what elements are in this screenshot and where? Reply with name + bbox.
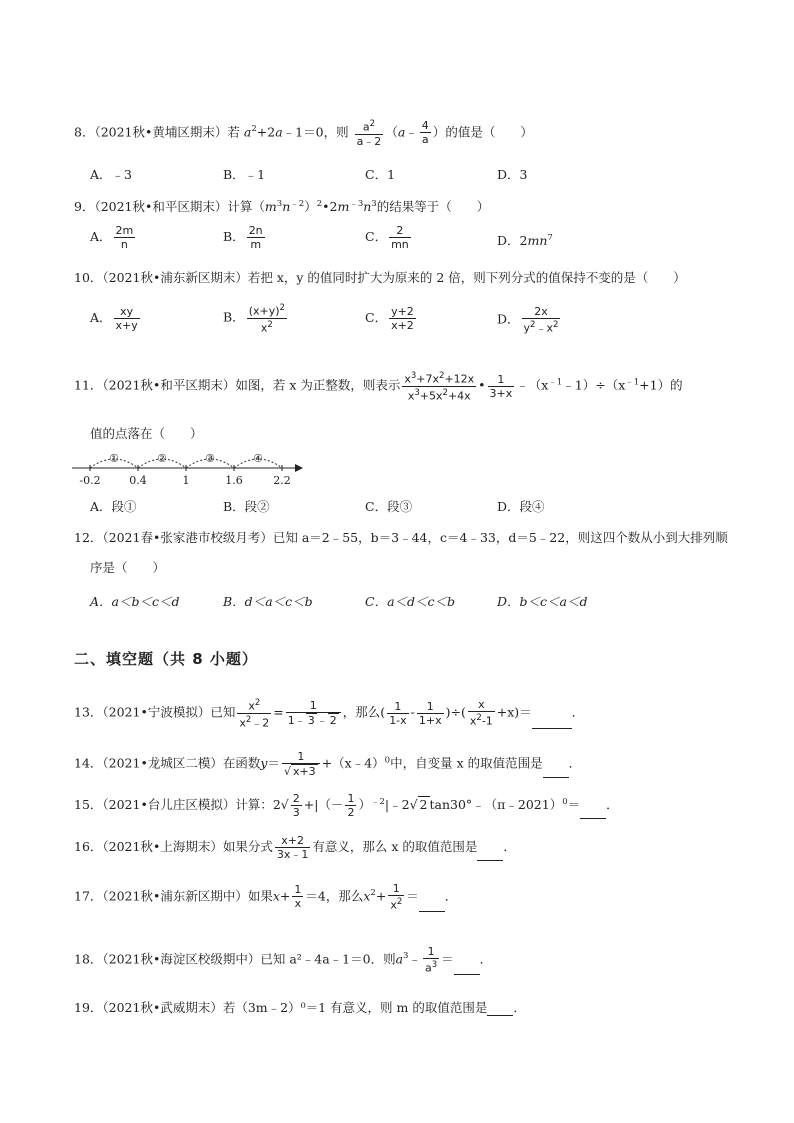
question-12-line2: 序是（ ） bbox=[90, 560, 166, 575]
question-14: 14．（2021•龙城区二模）在函数y＝ $\frac{1}{√ x+3}$ +（x﹣4）$^0$中，自变量 x 的取值范围是 ． bbox=[74, 750, 582, 778]
option-a[interactable]: A．段① bbox=[90, 499, 137, 514]
question-17: 17．（2021秋•浦东新区期中）如果x+ $\frac{1}{x}$ ＝4，那么$x^2+$ $\frac{1}{x^2}$ ＝ ． bbox=[74, 882, 458, 912]
question-8: 8．（2021秋•黄埔区期末）若 $a^2+2a﹣1=0$，则 $\frac{a^2}{a﹣2}$ （a﹣ $\frac{4}{a}$ ）的值是（ ） bbox=[74, 119, 533, 148]
segment-3: ③ bbox=[205, 452, 215, 465]
option-c[interactable]: C． $\frac{y+2}{x+2}$ bbox=[365, 305, 414, 332]
answer-blank[interactable] bbox=[454, 974, 480, 975]
section-heading: 二、填空题（共 8 小题） bbox=[74, 650, 258, 668]
option-a[interactable]: A．﹣3 bbox=[90, 167, 132, 182]
question-9: 9．（2021秋•和平区期末）计算$(m^3n^{﹣2})^2•2m^{﹣3}n^3$的结果等于（ ） bbox=[74, 199, 490, 215]
question-15: 15．（2021•台儿庄区模拟）计算：2√ $\frac{2}{3}$ +|（－ $\frac{1}{2}$ ）$^{﹣2}$|﹣2√ 2 tan30°﹣（π﹣2021）$^0$＝ ． bbox=[74, 792, 619, 819]
option-a[interactable]: A． $\frac{xy}{x+y}$ bbox=[90, 305, 138, 332]
fraction: $\frac{a^2}{a﹣2}$ bbox=[356, 119, 382, 148]
answer-blank[interactable] bbox=[419, 911, 445, 912]
segment-1: ① bbox=[109, 452, 119, 465]
answer-blank[interactable] bbox=[543, 777, 569, 778]
question-10: 10．（2021秋•浦东新区期末）若把 x，y 的值同时扩大为原来的 2 倍，则下列分式的值保持不变的是（ ） bbox=[74, 270, 686, 285]
segment-4: ④ bbox=[253, 452, 263, 465]
question-18: 18．（2021秋•海淀区校级期中）已知 a²﹣4a﹣1＝0．则$a^3﹣$ $\frac{1}{a^3}$ ＝ ． bbox=[74, 945, 493, 975]
option-a[interactable]: A．a＜b＜c＜d bbox=[90, 594, 180, 609]
question-11: 11．（2021秋•和平区期末）如图，若 x 为正整数，则表示 $\frac{x^3+7x^2+12x}{x^3+5x^2+4x}$ • $\frac{1}{3+x}$ $﹣(x^{﹣1}﹣1)\div(x^{﹣1}+1)$的 bbox=[74, 371, 683, 403]
option-c[interactable]: C． $\frac{2}{mn}$ bbox=[365, 224, 409, 251]
tick-label: -0.2 bbox=[79, 474, 101, 487]
tick-label: 0.4 bbox=[129, 474, 147, 487]
answer-blank[interactable] bbox=[487, 1015, 513, 1016]
answer-blank[interactable] bbox=[477, 860, 503, 861]
tick-label: 2.2 bbox=[273, 474, 291, 487]
question-11-line2: 值的点落在（ ） bbox=[90, 426, 203, 441]
option-d[interactable]: D．3 bbox=[497, 167, 528, 182]
tick-label: 1.6 bbox=[225, 474, 243, 487]
option-d[interactable]: D．段④ bbox=[497, 499, 545, 514]
question-12: 12．（2021春•张家港市校级月考）已知 a＝2﹣55，b＝3﹣44，c＝4﹣33，d＝5﹣22，则这四个数从小到大排列顺 bbox=[74, 530, 728, 545]
option-d[interactable]: D．$2mn^7$ bbox=[497, 232, 553, 248]
answer-blank[interactable] bbox=[580, 818, 606, 819]
tick-label: 1 bbox=[182, 474, 190, 487]
question-16: 16．（2021秋•上海期末）如果分式 $\frac{x+2}{3x﹣1}$ 有意义，那么 x 的取值范围是 ． bbox=[74, 834, 516, 861]
option-c[interactable]: C．1 bbox=[365, 167, 396, 182]
question-13: 13．（2021•宁波模拟）已知 $\frac{x^2}{x^2﹣2}$ = $\frac{1}{1﹣ 3 ﹣ 2}$ ，那么( $\frac{1}{1-x}$ - $\frac{1}{1+x}$ )÷( $\frac{x}{x^2-1}$ +x)＝ ． bbox=[74, 698, 585, 730]
option-b[interactable]: B． $\frac{(x+y)^2}{x^2}$ bbox=[223, 303, 285, 335]
option-c[interactable]: C．段③ bbox=[365, 499, 413, 514]
option-b[interactable]: B． $\frac{2n}{m}$ bbox=[223, 224, 263, 251]
option-b[interactable]: B．段② bbox=[223, 499, 270, 514]
option-b[interactable]: B．d＜a＜c＜b bbox=[223, 594, 313, 609]
option-b[interactable]: B．﹣1 bbox=[223, 167, 266, 182]
answer-blank[interactable] bbox=[532, 728, 572, 729]
question-source: （2021秋•黄埔区期末） bbox=[94, 124, 228, 140]
segment-2: ② bbox=[157, 452, 167, 465]
question-19: 19．（2021秋•武威期末）若（3m﹣2）⁰＝1 有意义，则 m 的取值范围是 ． bbox=[74, 1000, 526, 1015]
option-d[interactable]: D．b＜c＜a＜d bbox=[497, 594, 588, 609]
option-d[interactable]: D． $\frac{2x}{y^2﹣x^2}$ bbox=[497, 305, 559, 335]
option-c[interactable]: C．a＜d＜c＜b bbox=[365, 594, 456, 609]
number-line bbox=[70, 448, 310, 488]
question-number: 8． bbox=[74, 124, 95, 140]
option-a[interactable]: A． $\frac{2m}{n}$ bbox=[90, 224, 134, 251]
